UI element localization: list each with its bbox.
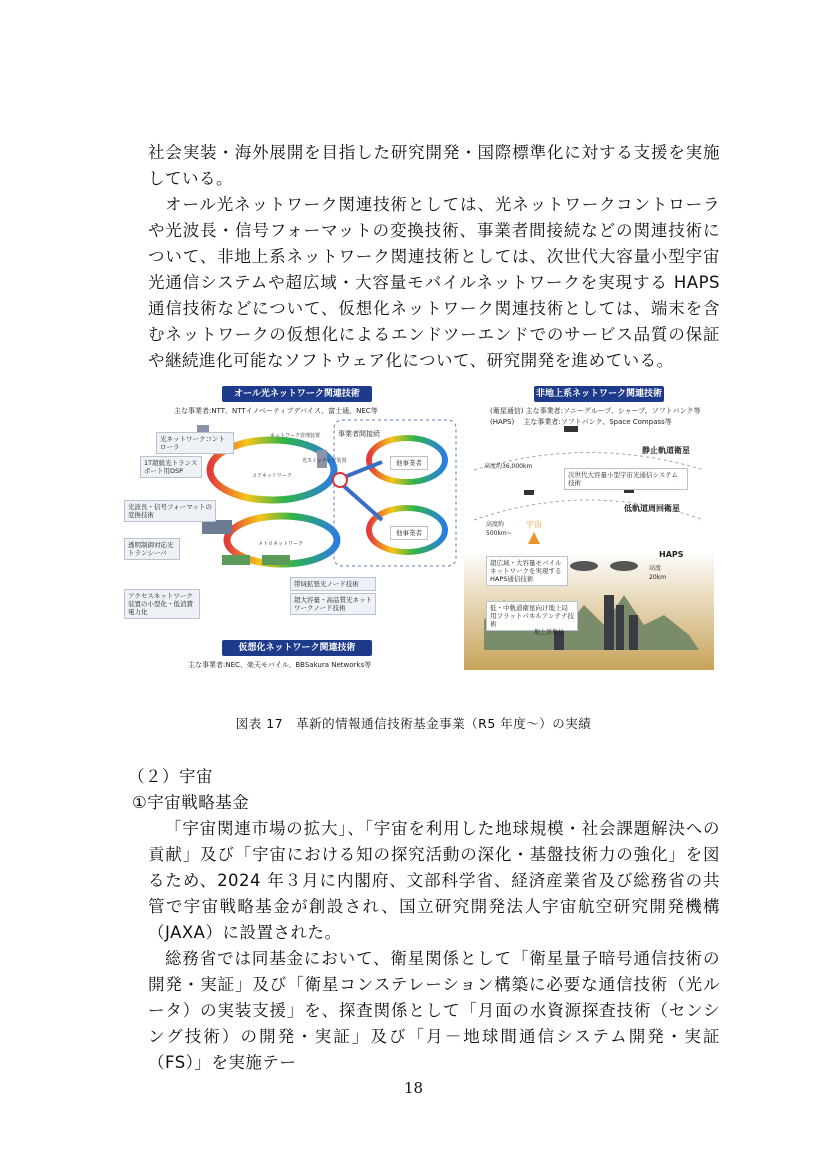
label-roadm: 光スイッチング装置	[302, 458, 347, 464]
haps-operators: (HAPS) 主な事業者:ソフトバンク、Space Compass等	[490, 418, 672, 426]
all-optical-operators: 主な事業者:NTT、NTTイノベーティブデバイス、富士通、NEC等	[174, 407, 378, 415]
haps-altitude: 高度 20km	[649, 565, 666, 581]
label-wavelength: 光波長・信号フォーマットの変換技術	[124, 500, 216, 522]
label-highcap: 超大容量・高品質光ネットワークノード技術	[290, 593, 376, 615]
label-wideband: 帯域拡張光ノード技術	[290, 577, 376, 591]
label-metro: メトロネットワーク	[258, 541, 304, 547]
label-net-controller-box: ネットワーク管理装置	[270, 433, 321, 439]
leo-label: 低軌道周回衛星	[624, 504, 680, 513]
label-interconnect: 事業者間接続	[338, 430, 380, 438]
intro-text	[148, 140, 720, 374]
haps-tech-label: 超広域・大容量モバイルネットワークを実現するHAPS通信技術	[486, 556, 568, 586]
subsection-heading: ①宇宙戦略基金	[132, 793, 250, 812]
satellite-operators: (衛星通信) 主な事業者:ソニーグループ、シャープ、ソフトバンク等	[490, 407, 701, 415]
non-terrestrial-panel	[464, 380, 714, 680]
leo-altitude: 高度約 500km~	[486, 521, 512, 537]
label-core: コアネットワーク	[252, 473, 292, 479]
geo-label: 静止軌道衛星	[642, 446, 690, 455]
figure-caption: 図表 17 革新的情報通信技術基金事業（R5 年度～）の実績	[235, 716, 592, 731]
paragraph-2: オール光ネットワーク関連技術としては、光ネットワークコントローラや光波長・信号フォーマットの変換技術、事業者間接続などの関連技術について、非地上系ネットワーク関連技術としては、次世代大容量小型宇宙光通信システムや超広域・大容量モバイルネットワークを実現する HAPS 通信技術などについて、仮想化ネットワーク関連技術としては、端末を含むネットワークの仮想化によるエンドツーエンドでのサービス品質の保証や継続進化可能なソフトウェア化について、研究開発を進めている。	[148, 195, 720, 370]
label-controller: 光ネットワークコントローラ	[156, 432, 234, 454]
label-access: アクセスネットワーク装置の小型化・低消費電力化	[124, 589, 200, 619]
page-number: 18	[403, 1079, 424, 1097]
section-paragraph-1: 「宇宙関連市場の拡大」、「宇宙を利用した地球規模・社会課題解決への貢献」及び「宇宙における知の探究活動の深化・基盤技術力の強化」を図るため、2024 年３月に内閣府、文部科学省、経済産業省及び総務省の共管で宇宙戦略基金が創設され、国立研究開発法人宇宙航空研究開発機構（JAXA）に設置された。	[148, 819, 720, 942]
non-terrestrial-header: 非地上系ネットワーク関連技術	[534, 386, 664, 402]
all-optical-panel	[122, 380, 460, 680]
virtualization-header: 仮想化ネットワーク関連技術	[222, 640, 372, 656]
ground-station-label: 地上基地局	[534, 629, 565, 636]
section-paragraph-2: 総務省では同基金において、衛星関係として「衛星量子暗号通信技術の開発・実証」及び「衛星コンステレーション構築に必要な通信技術（光ルータ）の実装支援」を、探査関係として「月面の水資源探査技術（センシング技術）の開発・実証」及び「月－地球間通信システム開発・実証（FS）」を実施テー	[148, 949, 720, 1072]
figure-17	[122, 380, 714, 686]
label-transponder: 1T超級光トランスポート用DSP	[140, 456, 202, 478]
space-marker	[528, 532, 540, 544]
virtualization-operators: 主な事業者:NEC、楽天モバイル、BBSakura Networks等	[188, 661, 372, 669]
all-optical-header: オール光ネットワーク関連技術	[222, 386, 372, 402]
haps-label: HAPS	[659, 550, 684, 559]
section-heading: （２）宇宙	[128, 767, 213, 786]
geo-altitude: 高度約36,000km	[484, 463, 533, 470]
antenna-label: 低・中軌道衛星向け地上局用フラットパネルアンテナ技術	[486, 601, 578, 631]
label-other-operator-2: 他事業者	[390, 526, 428, 540]
space-label: 宇宙	[526, 520, 542, 529]
paragraph-1: 社会実装・海外展開を目指した研究開発・国際標準化に対する支援を実施している。	[148, 143, 720, 188]
label-transparent: 透明制御対応光トランシーバ	[124, 538, 180, 560]
section-body	[148, 816, 720, 1076]
label-other-operator-1: 他事業者	[390, 456, 428, 470]
optical-system-label: 次世代大容量小型宇宙光通信システム技術	[564, 468, 688, 490]
